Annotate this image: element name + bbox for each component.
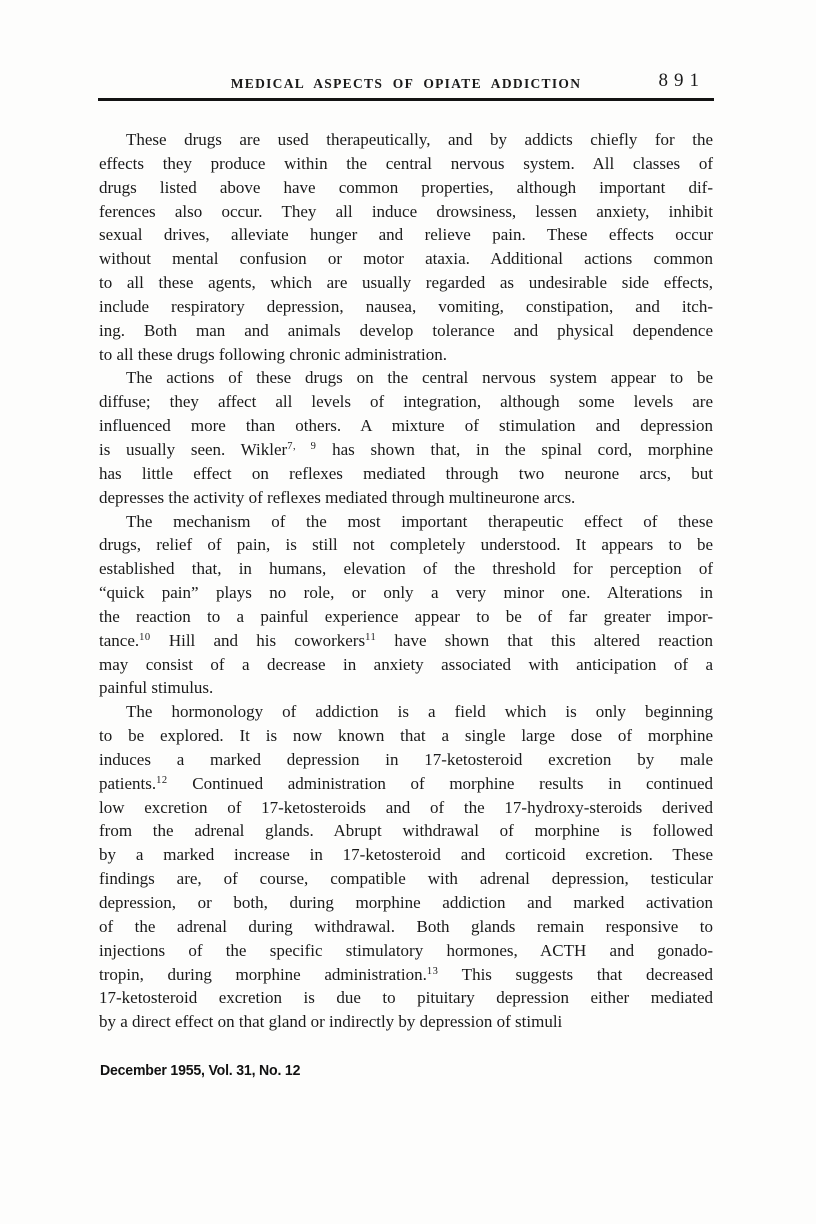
text-line: 17-ketosteroid excretion is due to pituitary depression either mediated [99, 988, 713, 1008]
text-line: influenced more than others. A mixture of stimulation and depression [99, 416, 713, 436]
text-line: findings are, of course, compatible with adrenal depression, testicular [99, 869, 713, 889]
text-line: drugs listed above have common properties, although important dif- [99, 177, 713, 197]
text-line: induces a marked depression in 17-ketosteroid excretion by male [99, 749, 713, 769]
text-line: of the adrenal during withdrawal. Both glands remain responsive to [99, 916, 713, 936]
text-line: diffuse; they affect all levels of integration, although some levels are [99, 392, 713, 412]
text-line: to all these agents, which are usually regarded as undesirable side effects, [99, 273, 713, 293]
text-line: to all these drugs following chronic administration. [99, 344, 447, 364]
running-title: MEDICAL ASPECTS OF OPIATE ADDICTION [230, 76, 582, 91]
text-line: “quick pain” plays no role, or only a very minor one. Alterations in [99, 583, 713, 603]
text-line: without mental confusion or motor ataxia. Additional actions common [99, 249, 713, 269]
text-line: may consist of a decrease in anxiety associated with anticipation of a [99, 654, 713, 674]
text-line: the reaction to a painful experience appear to be of far greater impor- [99, 606, 713, 626]
text-line: low excretion of 17-ketosteroids and of the 17-hydroxy-steroids derived [99, 797, 713, 817]
page-header [99, 70, 713, 98]
text-line: tance.$^{10}$ Hill and his coworkers$^{11}$ have shown that this altered reaction [99, 630, 713, 650]
text-line: to be explored. It is now known that a single large dose of morphine [99, 726, 713, 746]
text-line: The mechanism of the most important therapeutic effect of these [126, 511, 713, 531]
text-line: injections of the specific stimulatory hormones, ACTH and gonado- [99, 940, 713, 960]
text-line: sexual drives, alleviate hunger and relieve pain. These effects occur [99, 225, 713, 245]
text-line: depresses the activity of reflexes mediated through multineurone arcs. [99, 487, 576, 507]
page-footer [100, 1062, 300, 1079]
text-line: established that, in humans, elevation of the threshold for perception of [99, 559, 713, 579]
text-line: by a marked increase in 17-ketosteroid and corticoid excretion. These [99, 845, 713, 865]
text-line: tropin, during morphine administration.$^{13}$ This suggests that decreased [99, 964, 713, 984]
text-line: effects they produce within the central nervous system. All classes of [99, 153, 713, 173]
article-body [99, 128, 713, 1034]
text-line: is usually seen. Wikler$^{7, 9}$ has shown that, in the spinal cord, morphine [99, 439, 713, 459]
text-line: ing. Both man and animals develop tolerance and physical dependence [99, 320, 713, 340]
text-line: The hormonology of addiction is a field which is only beginning [126, 702, 713, 722]
issue-line: December 1955, Vol. 31, No. 12 [100, 1062, 301, 1079]
text-line: from the adrenal glands. Abrupt withdrawal of morphine is followed [99, 821, 713, 841]
text-line: These drugs are used therapeutically, and by addicts chiefly for the [126, 130, 713, 149]
text-line: The actions of these drugs on the central nervous system appear to be [126, 368, 713, 388]
text-line: patients.$^{12}$ Continued administration of morphine results in continued [99, 773, 713, 793]
text-line: ferences also occur. They all induce drowsiness, lessen anxiety, inhibit [99, 201, 713, 221]
text-line: has little effect on reflexes mediated through two neurone arcs, but [99, 463, 713, 483]
page-number: 891 [658, 70, 705, 91]
text-line: drugs, relief of pain, is still not completely understood. It appears to be [99, 535, 713, 555]
text-line: by a direct effect on that gland or indirectly by depression of stimuli [99, 1012, 563, 1032]
header-rule [98, 98, 714, 101]
text-line: include respiratory depression, nausea, vomiting, constipation, and itch- [99, 296, 713, 316]
text-line: painful stimulus. [99, 678, 214, 698]
text-line: depression, or both, during morphine addiction and marked activation [99, 893, 713, 912]
